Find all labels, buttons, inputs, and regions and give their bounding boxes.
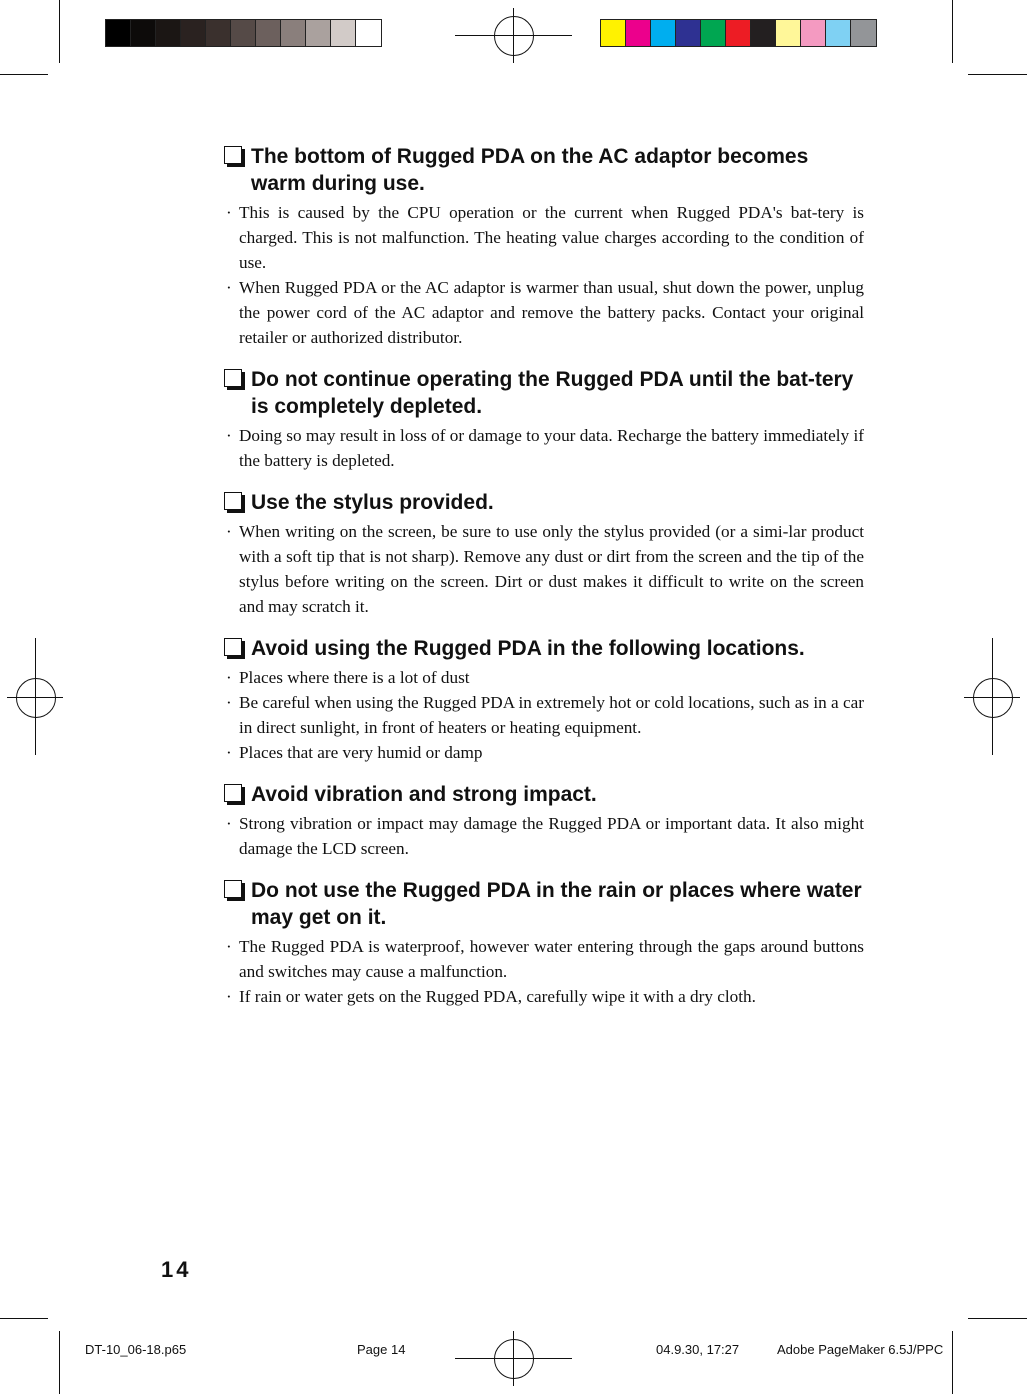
- color-swatch: [231, 20, 256, 46]
- section-heading-text: The bottom of Rugged PDA on the AC adaptor becomes warm during use.: [251, 145, 809, 195]
- crop-mark: [952, 1331, 953, 1394]
- crop-mark: [59, 0, 60, 63]
- color-swatch: [131, 20, 156, 46]
- section-heading: [224, 877, 864, 931]
- registration-mark: [16, 678, 56, 718]
- bullet-item: · Be careful when using the Rugged PDA in extremely hot or cold locations, such as in a car in direct sunlight, in front of heaters or heating equipment.: [224, 690, 864, 740]
- bullet-item: · The Rugged PDA is waterproof, however water entering through the gaps around buttons and switches may cause a malfunction.: [224, 934, 864, 984]
- color-swatch: [106, 20, 131, 46]
- color-swatch: [726, 20, 751, 46]
- color-swatch: [281, 20, 306, 46]
- crop-mark: [59, 1331, 60, 1394]
- checkbox-icon: [224, 638, 242, 656]
- notice-section: [224, 366, 864, 473]
- bullet-item: · Places where there is a lot of dust: [224, 665, 864, 690]
- color-swatch: [206, 20, 231, 46]
- checkbox-icon: [224, 784, 242, 802]
- color-swatch: [156, 20, 181, 46]
- registration-mark: [494, 1339, 534, 1379]
- footer-app: Adobe PageMaker 6.5J/PPC: [777, 1342, 944, 1357]
- checkbox-icon: [224, 146, 242, 164]
- checkbox-icon: [224, 369, 242, 387]
- color-swatch: [826, 20, 851, 46]
- crop-mark: [952, 0, 953, 63]
- bullet-item: · When writing on the screen, be sure to use only the stylus provided (or a simi-lar product with a soft tip that is not sharp). Remove any dust or dirt from the screen and the tip of the stylus before writing on the screen. Dirt or dust makes it difficult to write on the screen and may scratch it.: [224, 519, 864, 619]
- bullet-item: · Strong vibration or impact may damage the Rugged PDA or important data. It also might damage the LCD screen.: [224, 811, 864, 861]
- footer-date: 04.9.30, 17:27: [656, 1342, 740, 1357]
- notice-section: [224, 143, 864, 350]
- checkbox-icon: [224, 492, 242, 510]
- registration-mark: [494, 16, 534, 56]
- crop-mark: [0, 74, 48, 75]
- footer-file-name: DT-10_06-18.p65: [85, 1342, 187, 1357]
- section-heading-text: Avoid using the Rugged PDA in the following locations.: [251, 637, 805, 660]
- bullet-item: · When Rugged PDA or the AC adaptor is warmer than usual, shut down the power, unplug the power cord of the AC adaptor and remove the battery packs. Contact your original retailer or authorized distributor.: [224, 275, 864, 350]
- process-color-bar: [600, 19, 877, 47]
- registration-mark: [973, 678, 1013, 718]
- page-number: 14: [161, 1257, 192, 1282]
- color-swatch: [701, 20, 726, 46]
- grayscale-color-bar: [105, 19, 382, 47]
- notice-section: [224, 781, 864, 861]
- section-heading: [224, 366, 864, 420]
- checkbox-icon: [224, 880, 242, 898]
- bullet-item: · Doing so may result in loss of or damage to your data. Recharge the battery immediately if the battery is depleted.: [224, 423, 864, 473]
- section-heading-text: Avoid vibration and strong impact.: [251, 783, 597, 806]
- section-heading-text: Do not continue operating the Rugged PDA until the bat-tery is completely depleted.: [251, 368, 854, 418]
- color-swatch: [751, 20, 776, 46]
- section-heading: [224, 635, 864, 662]
- crop-mark: [968, 74, 1027, 75]
- section-heading-text: Do not use the Rugged PDA in the rain or places where water may get on it.: [251, 879, 862, 929]
- footer-page: Page 14: [357, 1342, 406, 1357]
- color-swatch: [331, 20, 356, 46]
- notice-section: [224, 635, 864, 765]
- notice-section: [224, 489, 864, 619]
- bullet-item: · This is caused by the CPU operation or the current when Rugged PDA's bat-tery is charged. This is not malfunction. The heating value charges according to the condition of use.: [224, 200, 864, 275]
- color-swatch: [801, 20, 826, 46]
- color-swatch: [601, 20, 626, 46]
- color-swatch: [676, 20, 701, 46]
- bullet-list: [224, 423, 864, 473]
- bullet-list: [224, 200, 864, 350]
- crop-mark: [0, 1318, 48, 1319]
- notice-section: [224, 877, 864, 1009]
- bullet-list: [224, 519, 864, 619]
- color-swatch: [651, 20, 676, 46]
- crop-mark: [968, 1318, 1027, 1319]
- color-swatch: [851, 20, 876, 46]
- color-swatch: [256, 20, 281, 46]
- bullet-list: [224, 811, 864, 861]
- color-swatch: [306, 20, 331, 46]
- bullet-item: · Places that are very humid or damp: [224, 740, 864, 765]
- section-heading: [224, 489, 864, 516]
- page-content: [224, 143, 864, 1025]
- color-swatch: [356, 20, 381, 46]
- section-heading: [224, 781, 864, 808]
- bullet-list: [224, 665, 864, 765]
- color-swatch: [181, 20, 206, 46]
- color-swatch: [626, 20, 651, 46]
- color-swatch: [776, 20, 801, 46]
- section-heading: [224, 143, 864, 197]
- bullet-item: · If rain or water gets on the Rugged PDA, carefully wipe it with a dry cloth.: [224, 984, 864, 1009]
- section-heading-text: Use the stylus provided.: [251, 491, 494, 514]
- bullet-list: [224, 934, 864, 1009]
